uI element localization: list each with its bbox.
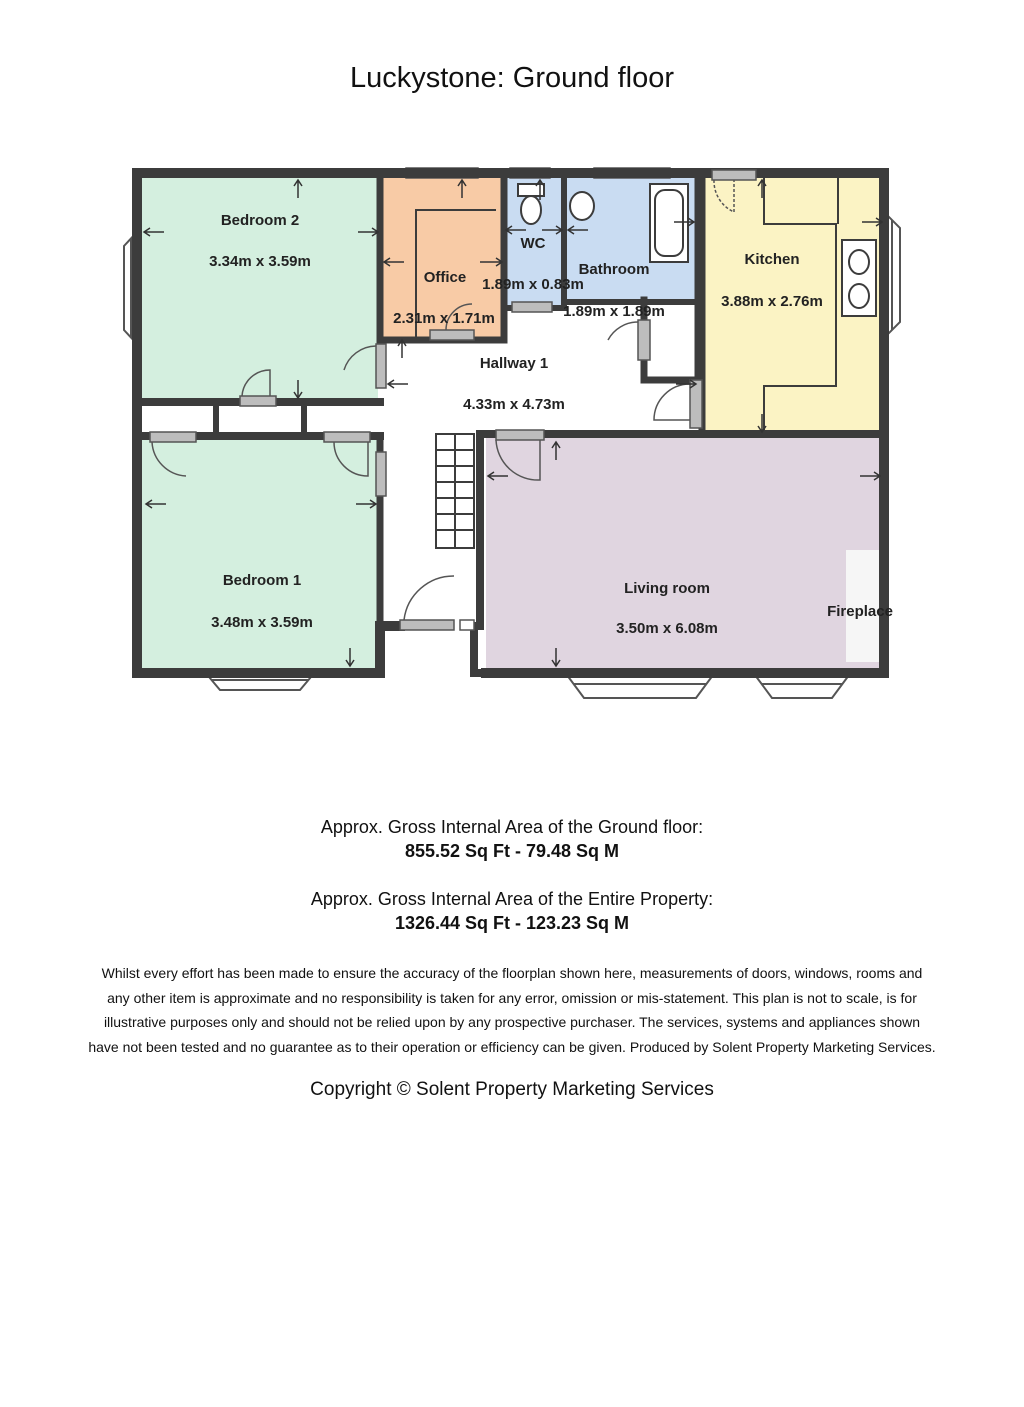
room-dims-living: 3.50m x 6.08m: [616, 620, 718, 637]
bedroom2-fill: [142, 178, 378, 398]
room-dims-wc: 1.89m x 0.83m: [482, 276, 584, 293]
disclaimer-line: have not been tested and no guarantee as to their operation or efficiency can be given. Produced by Solent Property Marketing Services.: [88, 1038, 936, 1055]
room-dims-office: 2.31m x 1.71m: [393, 310, 495, 327]
page-title: Luckystone: Ground floor: [349, 62, 674, 94]
area-ground-label: Approx. Gross Internal Area of the Ground floor:: [320, 817, 704, 837]
room-name-office: Office: [423, 269, 467, 286]
room-name-living: Living room: [624, 580, 710, 597]
room-name-kitchen: Kitchen: [744, 251, 800, 268]
disclaimer-line: Whilst every effort has been made to ensure the accuracy of the floorplan shown here, measurements of doors, windows, rooms and: [101, 965, 923, 981]
room-dims-hallway: 4.33m x 4.73m: [463, 396, 565, 413]
disclaimer-line: any other item is approximate and no responsibility is taken for any error, omission or mis-statement. This plan is not to scale, is for: [107, 989, 917, 1006]
area-total-block: [0, 887, 1024, 935]
room-name-bedroom1: Bedroom 1: [222, 572, 302, 589]
area-ground-value: 855.52 Sq Ft - 79.48 Sq M: [404, 841, 620, 861]
room-name-bedroom2: Bedroom 2: [220, 212, 300, 229]
disclaimer-line: illustrative purposes only and should not be relied upon by any prospective purchaser. The services, systems and appliances shown: [103, 1014, 921, 1030]
room-name-wc: WC: [520, 235, 546, 252]
label-fireplace: Fireplace: [827, 603, 893, 620]
area-total-label: Approx. Gross Internal Area of the Entire Property:: [310, 889, 714, 909]
room-dims-kitchen: 3.88m x 2.76m: [721, 293, 823, 310]
copyright: Copyright © Solent Property Marketing Services: [310, 1079, 714, 1100]
room-dims-bedroom2: 3.34m x 3.59m: [209, 253, 311, 270]
room-name-hallway: Hallway 1: [479, 355, 549, 372]
room-dims-bathroom: 1.89m x 1.89m: [563, 303, 665, 320]
area-ground-block: [0, 815, 1024, 863]
room-dims-bedroom1: 3.48m x 3.59m: [211, 614, 313, 631]
disclaimer: [40, 961, 984, 1059]
room-name-bathroom: Bathroom: [578, 261, 650, 278]
area-total-value: 1326.44 Sq Ft - 123.23 Sq M: [394, 913, 630, 933]
